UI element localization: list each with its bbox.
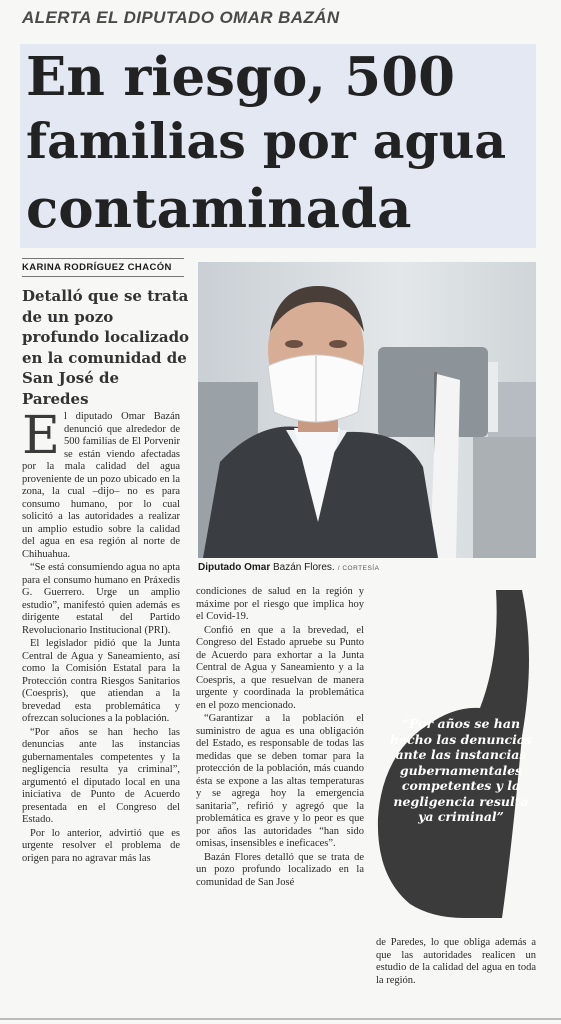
paragraph: Bazán Flores detalló que se trata de un pozo profundo localizado en la comunidad de San José xyxy=(196,851,364,888)
paragraph: “Garantizar a la población el suministro de agua es una obligación del Estado, es responsable de todas las medidas que se deben tomar para la protección de la población, más cuando ésta se expone a las altas temperaturas y se agrega hoy la emergencia sanitaria”, refirió y agregó que la problemática es grave y lo peor es que por años las autoridades “han sido omisas, insensibles e ineficaces”. xyxy=(196,713,364,849)
body-column-2 xyxy=(196,586,364,889)
body-column-3 xyxy=(376,937,536,987)
paragraph: Por lo anterior, advirtió que es urgente resolver el problema de origen para no agravar más las xyxy=(22,827,180,864)
headline-line-3: contaminada xyxy=(26,178,412,240)
caption-rest: Bazán Flores. xyxy=(270,562,335,573)
pull-quote: “Por años se han hecho las denuncias ante las instancias gubernamentales competentes y la negligencia resulta ya criminal” xyxy=(389,716,533,824)
caption-bold: Diputado Omar xyxy=(198,562,271,573)
headline-line-2: familias por agua xyxy=(26,112,507,170)
paragraph: de Paredes, lo que obliga además a que las autoridades realicen un estudio de la calidad del agua en toda la región. xyxy=(376,937,536,986)
paragraph: Confió en que a la brevedad, el Congreso del Estado apruebe su Punto de Acuerdo para exhortar a la Junta Central de Agua y Saneamiento y a la Coespris, a que resuelvan de manera urgente y coordinada la problemática en el pozo mencionado. xyxy=(196,624,364,711)
body-column-1 xyxy=(22,406,180,865)
bottom-divider xyxy=(0,1018,561,1020)
paragraph: El legislador pidió que la Junta Central de Agua y Saneamiento, así como la Comisión Estatal para la Protección contra Riesgos Sanitarios (Coespris), que atiendan a la brevedad esta problemática y ofrezcan soluciones a la población. xyxy=(22,638,180,724)
photo-caption xyxy=(198,562,379,573)
drop-cap: E xyxy=(22,406,60,466)
paragraph xyxy=(22,406,180,561)
headline-line-1: En riesgo, 500 xyxy=(26,46,455,108)
deck-subtitle: Detalló que se trata de un pozo profundo localizado en la comunidad de San José de Paredes xyxy=(22,287,190,408)
paragraph: “Se está consumiendo agua no apta para el consumo humano en Práxedis G. Guerrero. Urge un amplio estudio”, manifestó quien además es dirigente estatal del Partido Revolucionario Institucional (PRI). xyxy=(22,562,180,636)
kicker: ALERTA EL DIPUTADO OMAR BAZÁN xyxy=(22,8,340,27)
photo-credit: / CORTESÍA xyxy=(337,565,380,572)
photo-illustration xyxy=(198,262,536,558)
paragraph: “Por años se han hecho las denuncias ante las instancias gubernamentales competentes y la negligencia resulta ya criminal”, argumentó el diputado local en una iniciativa de Punto de Acuerdo presentada en el Congreso del Estado. xyxy=(22,726,180,825)
paragraph-text: l diputado Omar Bazán denunció que alrededor de 500 familias de El Porvenir se están viendo afectadas por la mala calidad del agua proveniente de un pozo ubicado en la zona, la cual –dijo– no es para consumo humano, por lo cual solicitó a las autoridades a realizar un amplio estudio sobre la calidad del agua en esa región al norte de Chihuahua. xyxy=(22,411,180,560)
paragraph: condiciones de salud en la región y máxime por el riesgo que implica hoy el Covid-19. xyxy=(196,586,364,622)
byline: KARINA RODRÍGUEZ CHACÓN xyxy=(22,258,184,277)
photo-omar-bazan xyxy=(198,262,536,558)
headline-band xyxy=(20,44,536,248)
